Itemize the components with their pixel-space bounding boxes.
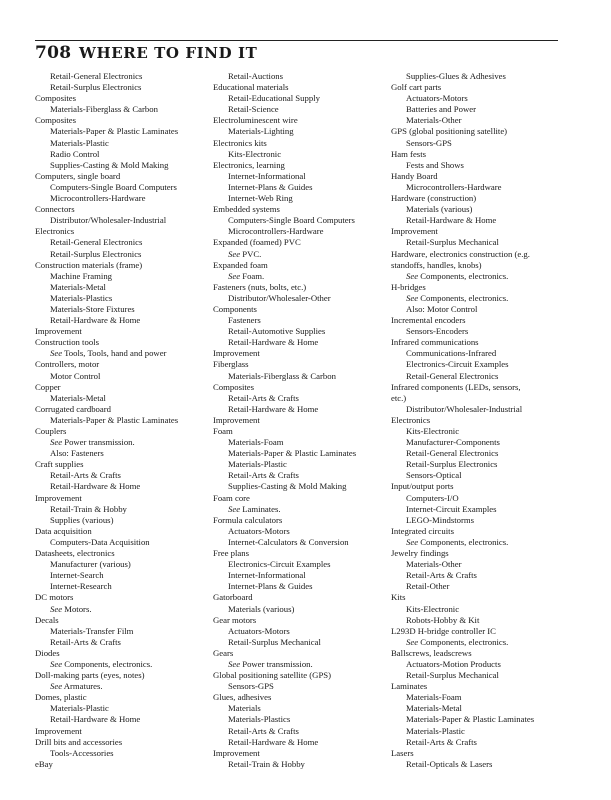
index-entry: etc.) — [391, 392, 407, 403]
index-subentry: Supplies (various) — [50, 514, 114, 525]
index-subentry: Retail-Hardware & Home — [50, 714, 141, 725]
index-entry: Electronics, learning — [213, 159, 285, 170]
chapter-title: WHERE TO FIND IT — [79, 44, 258, 62]
index-subentry: Retail-Hardware & Home — [228, 337, 319, 348]
index-subentry: See PVC. — [228, 248, 262, 259]
index-entry: Electroluminescent wire — [213, 115, 298, 126]
index-subentry: Internet-Plans & Guides — [228, 581, 313, 592]
index-subentry: Retail-Arts & Crafts — [228, 470, 299, 481]
index-subentry: Retail-Opticals & Lasers — [406, 758, 493, 769]
index-entry: Construction tools — [35, 337, 99, 348]
index-entry: Ballscrews, leadscrews — [391, 647, 472, 658]
index-subentry: Manufacturer (various) — [50, 559, 131, 570]
index-entry: Lasers — [391, 747, 414, 758]
index-subentry: See Components, electronics. — [50, 658, 153, 669]
index-entry: Diodes — [35, 647, 60, 658]
index-subentry: Electronics-Circuit Examples — [228, 559, 331, 570]
index-entry: GPS (global positioning satellite) — [391, 126, 508, 137]
index-entry: Composites — [213, 381, 255, 392]
index-subentry: Retail-Educational Supply — [228, 93, 320, 104]
index-subentry: Materials-Paper & Plastic Laminates — [228, 448, 357, 459]
index-subentry: Internet-Search — [50, 570, 104, 581]
index-entry: H-bridges — [391, 281, 426, 292]
index-subentry: Also: Motor Control — [406, 303, 478, 314]
index-entry: Connectors — [35, 204, 75, 215]
index-entry: Gears — [213, 647, 234, 658]
index-subentry: Communications-Infrared — [406, 348, 497, 359]
index-entry: Composites — [35, 93, 77, 104]
index-entry: Expanded foam — [213, 259, 268, 270]
index-subentry: Internet-Web Ring — [228, 193, 293, 204]
index-subentry: Distributor/Wholesaler-Industrial — [406, 403, 523, 414]
index-subentry: Materials-Fiberglass & Carbon — [50, 104, 158, 115]
index-entry: Gear motors — [213, 614, 257, 625]
index-entry: Drill bits and accessories — [35, 736, 123, 747]
index-subentry: Retail-Surplus Electronics — [50, 248, 142, 259]
index-entry: Couplers — [35, 426, 67, 436]
index-subentry: Materials-Plastic — [406, 725, 465, 736]
index-subentry: Materials-Lighting — [228, 126, 294, 137]
index-subentry: Materials-Plastics — [50, 292, 113, 303]
index-subentry: Materials-Other — [406, 115, 462, 126]
index-entry: Incremental encoders — [391, 315, 466, 326]
index-entry: DC motors — [35, 592, 74, 603]
index-entry: Golf cart parts — [391, 82, 442, 93]
index-subentry: Distributor/Wholesaler-Other — [228, 292, 331, 303]
index-subentry: Materials (various) — [406, 204, 473, 215]
index-subentry: Materials (various) — [228, 603, 295, 614]
index-subentry: Materials-Store Fixtures — [50, 303, 135, 314]
index-entry: Foam core — [213, 492, 250, 503]
index-entry: Improvement — [35, 326, 82, 337]
index-entry: Foam — [213, 426, 233, 436]
index-subentry: Sensors-GPS — [406, 137, 452, 148]
index-subentry: Retail-Surplus Electronics — [50, 82, 142, 93]
index-entry: Kits — [391, 592, 406, 603]
index-entry: Educational materials — [213, 82, 289, 93]
page-number: 708 — [35, 43, 72, 63]
index-subentry: Manufacturer-Components — [406, 437, 500, 448]
index-entry: Expanded (foamed) PVC — [213, 237, 301, 248]
index-entry: Decals — [35, 614, 59, 625]
index-entry: Corrugated cardboard — [35, 403, 111, 414]
index-subentry: Retail-Surplus Mechanical — [406, 670, 499, 681]
index-subentry: Retail-Other — [406, 581, 450, 592]
index-subentry: Fasteners — [228, 315, 261, 326]
index-subentry: Distributor/Wholesaler-Industrial — [50, 215, 167, 226]
index-subentry: Tools-Accessories — [50, 747, 114, 758]
index-subentry: See Motors. — [50, 603, 92, 614]
index-subentry: See Power transmission. — [228, 658, 313, 669]
index-subentry: Computers-I/O — [406, 492, 459, 503]
index-subentry: Retail-Automotive Supplies — [228, 326, 326, 337]
index-entry: Hardware (construction) — [391, 193, 477, 204]
index-subentry: Sensors-Encoders — [406, 326, 469, 337]
index-entry: Controllers, motor — [35, 359, 100, 370]
index-subentry: Retail-Hardware & Home — [228, 403, 319, 414]
index-subentry: Materials-Metal — [406, 703, 462, 714]
index-subentry: Retail-Arts & Crafts — [406, 736, 477, 747]
index-subentry: Materials-Paper & Plastic Laminates — [50, 414, 179, 425]
index-subentry: Retail-Train & Hobby — [228, 758, 305, 769]
index-subentry: Retail-Auctions — [228, 71, 284, 81]
index-subentry: Kits-Electronic — [406, 603, 460, 614]
index-subentry: Sensors-GPS — [228, 681, 274, 692]
index-subentry: Retail-Train & Hobby — [50, 503, 127, 514]
index-subentry: Batteries and Power — [406, 104, 476, 115]
index-entry: Improvement — [213, 348, 260, 359]
index-entry: Global positioning satellite (GPS) — [213, 670, 331, 681]
index-subentry: Retail-Arts & Crafts — [228, 392, 299, 403]
index-subentry: Internet-Circuit Examples — [406, 503, 497, 514]
index-subentry: Materials-Plastic — [50, 703, 109, 714]
index-subentry: Retail-General Electronics — [50, 237, 143, 248]
index-subentry: See Components, electronics. — [406, 536, 509, 547]
index-subentry: Computers-Data Acquisition — [50, 536, 150, 547]
index-subentry: Actuators-Motion Products — [406, 658, 501, 669]
index-subentry: Retail-Hardware & Home — [228, 736, 319, 747]
index-subentry: Internet-Calculators & Conversion — [228, 536, 349, 547]
index-subentry: See Laminates. — [228, 503, 281, 514]
index-subentry: Supplies-Glues & Adhesives — [406, 71, 506, 81]
index-subentry: Retail-General Electronics — [406, 448, 499, 459]
index-subentry: Retail-Arts & Crafts — [228, 725, 299, 736]
index-entry: Craft supplies — [35, 459, 84, 470]
index-entry: Improvement — [35, 725, 82, 736]
index-column-1 — [35, 71, 220, 770]
index-subentry: Materials-Foam — [406, 692, 462, 703]
index-subentry: Materials-Metal — [50, 392, 106, 403]
index-subentry: Kits-Electronic — [228, 148, 282, 159]
index-subentry: Materials-Transfer Film — [50, 625, 134, 636]
index-subentry: See Power transmission. — [50, 437, 135, 448]
index-subentry: Retail-Hardware & Home — [50, 481, 141, 492]
index-subentry: Kits-Electronic — [406, 426, 460, 436]
index-subentry: Retail-Arts & Crafts — [406, 570, 477, 581]
index-subentry: Materials-Other — [406, 559, 462, 570]
index-entry: Electronics — [391, 414, 431, 425]
index-subentry: Retail-Arts & Crafts — [50, 636, 121, 647]
index-entry: Input/output ports — [391, 481, 454, 492]
index-subentry: Fests and Shows — [406, 159, 464, 170]
index-subentry: See Components, electronics. — [406, 292, 509, 303]
index-entry: Fiberglass — [213, 359, 249, 370]
index-subentry: Radio Control — [50, 148, 100, 159]
index-subentry: Retail-Hardware & Home — [50, 315, 141, 326]
index-subentry: Materials — [228, 703, 261, 714]
index-subentry: Actuators-Motors — [406, 93, 468, 104]
index-subentry: Also: Fasteners — [50, 448, 104, 459]
index-entry: Improvement — [213, 747, 260, 758]
index-subentry: Internet-Informational — [228, 170, 306, 181]
index-subentry: Motor Control — [50, 370, 101, 381]
index-subentry: Materials-Paper & Plastic Laminates — [406, 714, 535, 725]
index-subentry: Retail-General Electronics — [406, 370, 499, 381]
index-subentry: Retail-Surplus Electronics — [406, 459, 498, 470]
index-subentry: Actuators-Motors — [228, 525, 290, 536]
index-subentry: See Armatures. — [50, 681, 103, 692]
index-subentry: Materials-Plastic — [50, 137, 109, 148]
index-entry: Components — [213, 303, 257, 314]
index-entry: Laminates — [391, 681, 428, 692]
index-subentry: Materials-Plastic — [228, 459, 287, 470]
index-entry: L293D H-bridge controller IC — [391, 625, 496, 636]
index-column-2 — [213, 71, 398, 770]
index-entry: Composites — [35, 115, 77, 126]
index-subentry: Materials-Plastics — [228, 714, 291, 725]
index-subentry: Robots-Hobby & Kit — [406, 614, 480, 625]
index-entry: Hardware, electronics construction (e.g. — [391, 248, 530, 259]
index-subentry: Materials-Metal — [50, 281, 106, 292]
index-subentry: Microcontrollers-Hardware — [50, 193, 146, 204]
index-subentry: LEGO-Mindstorms — [406, 514, 475, 525]
index-subentry: Electronics-Circuit Examples — [406, 359, 509, 370]
index-entry: Embedded systems — [213, 204, 280, 215]
index-subentry: Internet-Informational — [228, 570, 306, 581]
index-entry: Improvement — [391, 226, 438, 237]
index-column-3 — [391, 71, 591, 770]
index-subentry: Internet-Plans & Guides — [228, 181, 313, 192]
index-entry: eBay — [35, 758, 53, 769]
index-subentry: Retail-Surplus Mechanical — [228, 636, 321, 647]
index-subentry: Supplies-Casting & Mold Making — [50, 159, 169, 170]
index-entry: Jewelry findings — [391, 548, 449, 559]
index-entry: Gatorboard — [213, 592, 253, 603]
index-entry: Electronics — [35, 226, 75, 237]
index-subentry: Computers-Single Board Computers — [50, 181, 177, 192]
index-subentry: Supplies-Casting & Mold Making — [228, 481, 347, 492]
index-entry: Construction materials (frame) — [35, 259, 143, 270]
index-subentry: Retail-General Electronics — [50, 71, 143, 81]
index-subentry: Internet-Research — [50, 581, 112, 592]
index-subentry: Materials-Paper & Plastic Laminates — [50, 126, 179, 137]
index-subentry: Actuators-Motors — [228, 625, 290, 636]
index-entry: Copper — [35, 381, 61, 392]
index-subentry: Computers-Single Board Computers — [228, 215, 355, 226]
index-entry: Electronics kits — [213, 137, 267, 148]
index-subentry: See Components, electronics. — [406, 270, 509, 281]
index-entry: Integrated circuits — [391, 525, 454, 536]
index-entry: Improvement — [213, 414, 260, 425]
index-entry: Datasheets, electronics — [35, 548, 115, 559]
index-subentry: See Components, electronics. — [406, 636, 509, 647]
index-subentry: Retail-Science — [228, 104, 279, 115]
index-entry: Formula calculators — [213, 514, 283, 525]
index-subentry: Machine Framing — [50, 270, 113, 281]
index-subentry: Materials-Fiberglass & Carbon — [228, 370, 336, 381]
index-entry: Handy Board — [391, 170, 438, 181]
index-subentry: Microcontrollers-Hardware — [406, 181, 502, 192]
index-entry: Improvement — [35, 492, 82, 503]
index-entry: Domes, plastic — [35, 692, 87, 703]
index-subentry: Retail-Hardware & Home — [406, 215, 497, 226]
index-subentry: Materials-Foam — [228, 437, 284, 448]
index-entry: Infrared communications — [391, 337, 479, 348]
index-entry: Computers, single board — [35, 170, 121, 181]
index-entry: standoffs, handles, knobs) — [391, 259, 482, 270]
index-entry: Fasteners (nuts, bolts, etc.) — [213, 281, 307, 292]
index-subentry: See Tools, Tools, hand and power — [50, 348, 167, 359]
index-entry: Glues, adhesives — [213, 692, 272, 703]
index-subentry: See Foam. — [228, 270, 265, 281]
index-subentry: Retail-Surplus Mechanical — [406, 237, 499, 248]
page-header — [35, 40, 558, 63]
index-subentry: Microcontrollers-Hardware — [228, 226, 324, 237]
index-subentry: Retail-Arts & Crafts — [50, 470, 121, 481]
index-entry: Free plans — [213, 548, 249, 559]
index-subentry: Sensors-Optical — [406, 470, 462, 481]
index-entry: Ham fests — [391, 148, 426, 159]
index-entry: Infrared components (LEDs, sensors, — [391, 381, 521, 392]
index-entry: Data acquisition — [35, 525, 92, 536]
index-entry: Doll-making parts (eyes, notes) — [35, 670, 145, 681]
